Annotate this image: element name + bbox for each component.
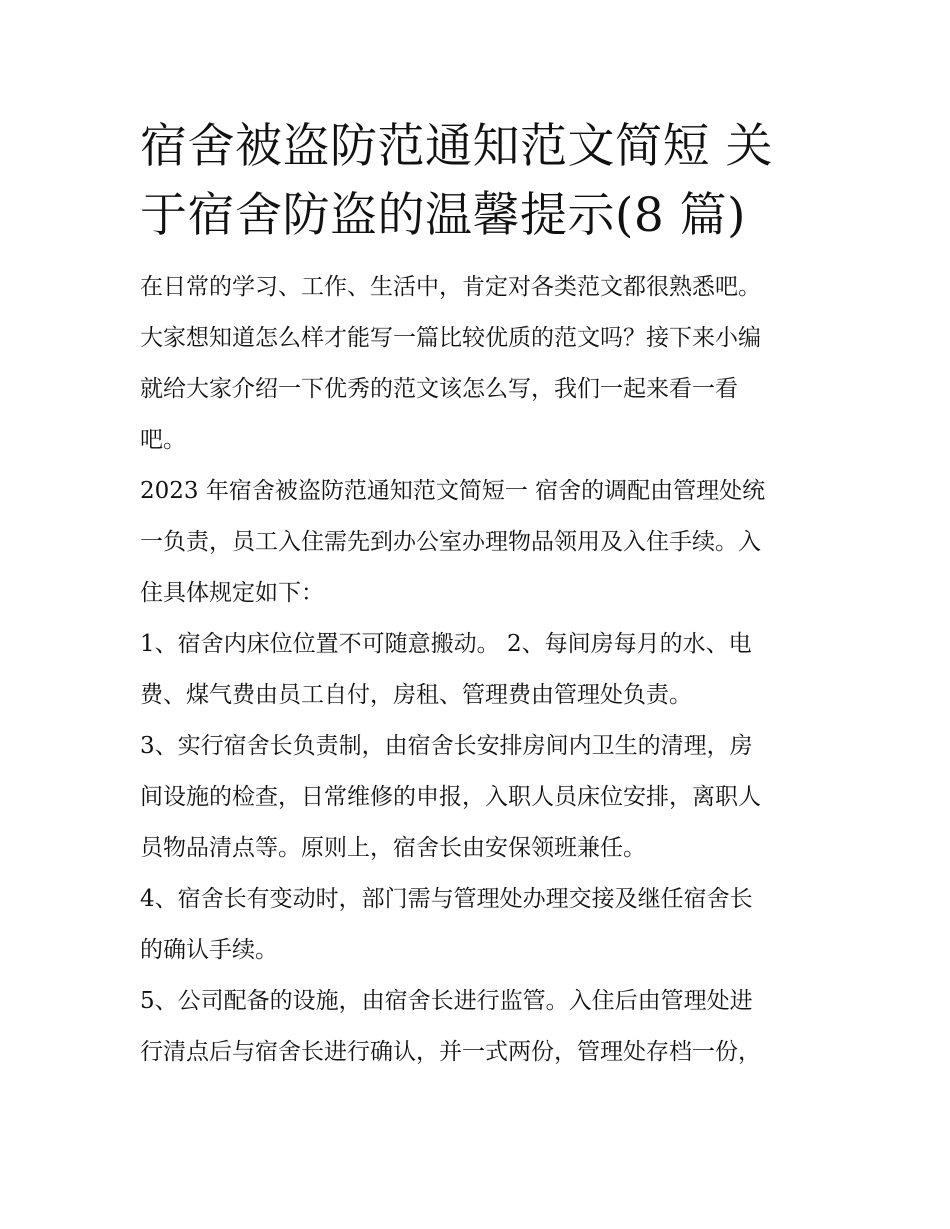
text-line: 在日常的学习、工作、生活中，肯定对各类范文都很熟悉吧。 [140, 274, 761, 300]
text-line: 3、实行宿舍长负责制，由宿舍长安排房间内卫生的清理，房 [140, 733, 753, 759]
notice-intro-paragraph [140, 466, 812, 619]
title-line: 于宿舍防盗的温馨提示(8 篇) [140, 188, 747, 243]
text-line: 1、宿舍内床位位置不可随意搬动。 2、每间房每月的水、电 [140, 631, 752, 657]
text-line: 就给大家介绍一下优秀的范文该怎么写，我们一起来看一看 [140, 376, 738, 402]
text-line: 吧。 [140, 427, 186, 453]
rule-item-5 [140, 976, 812, 1078]
text-line: 4、宿舍长有变动时，部门需与管理处办理交接及继任宿舍长 [140, 886, 753, 912]
text-line: 员物品清点等。原则上，宿舍长由安保领班兼任。 [140, 835, 646, 861]
text-line: 的确认手续。 [140, 937, 278, 963]
rule-item-1-2 [140, 619, 812, 721]
text-line: 费、煤气费由员工自付，房租、管理费由管理处负责。 [140, 682, 692, 708]
document-page [140, 112, 812, 1078]
text-line: 5、公司配备的设施，由宿舍长进行监管。入住后由管理处进 [140, 988, 753, 1014]
text-line: 间设施的检查，日常维修的申报，入职人员床位安排，离职人 [140, 784, 761, 810]
rule-item-4 [140, 874, 812, 976]
document-title [140, 112, 812, 250]
text-line: 住具体规定如下： [140, 580, 324, 606]
text-line: 一负责，员工入住需先到办公室办理物品领用及入住手续。入 [140, 529, 761, 555]
intro-paragraph [140, 262, 812, 466]
text-line: 行清点后与宿舍长进行确认，并一式两份，管理处存档一份， [140, 1039, 761, 1065]
rule-item-3 [140, 721, 812, 874]
title-line: 宿舍被盗防范通知范文简短 关 [140, 119, 773, 174]
text-line: 2023 年宿舍被盗防范通知范文简短一 宿舍的调配由管理处统 [140, 478, 766, 504]
text-line: 大家想知道怎么样才能写一篇比较优质的范文吗？接下来小编 [140, 325, 761, 351]
